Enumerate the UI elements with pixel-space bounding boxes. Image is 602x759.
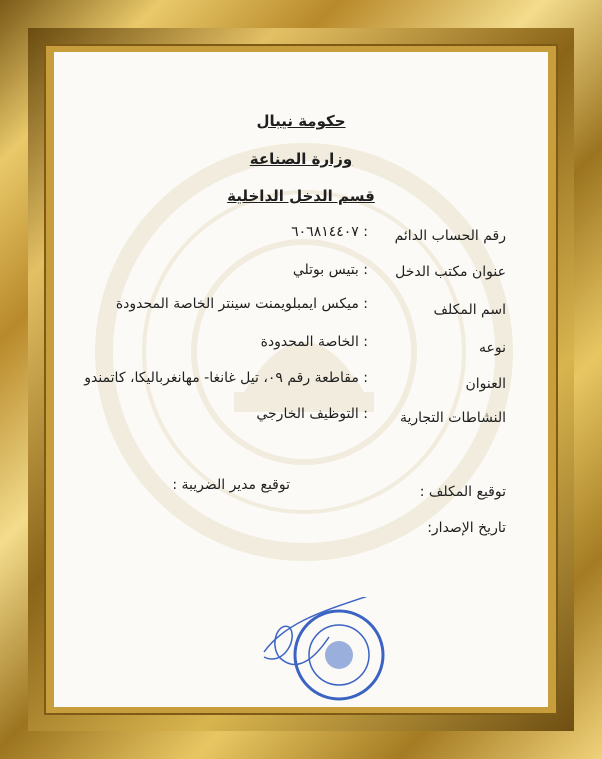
value-business-activities: : التوظيف الخارجي [256,406,368,422]
label-taxpayer-name: اسم المكلف [433,302,506,318]
value-type: : الخاصة المحدودة [260,334,368,350]
label-type: نوعه [479,340,506,356]
label-business-activities: النشاطات التجارية [399,410,506,426]
header-ministry: وزارة الصناعة [249,150,353,168]
label-account-number: رقم الحساب الدائم [394,228,506,244]
header-department: قسم الدخل الداخلية [227,187,375,205]
stamp-seal [259,597,399,707]
label-address: العنوان [465,376,506,392]
label-tax-manager-signature: توقيع مدير الضريبة : [172,477,290,493]
value-taxpayer-name: : ميكس ايمبلويمنت سينتر الخاصة المحدودة [115,296,368,312]
header-government: حكومة نيبال [256,112,346,130]
value-address: : مقاطعة رقم ٠٩، تيل غانغا- مهانغرباليكا، كاتمندو [84,370,368,386]
label-taxpayer-signature: توقيع المكلف : [419,484,506,500]
label-income-office: عنوان مكتب الدخل [395,264,506,280]
value-account-number: : ٦٠٦٨١٤٤٠٧ [291,224,368,240]
label-issue-date: تاريخ الإصدار: [427,520,506,536]
certificate-paper [54,52,548,707]
value-income-office: : بتيس بوتلي [292,262,368,278]
